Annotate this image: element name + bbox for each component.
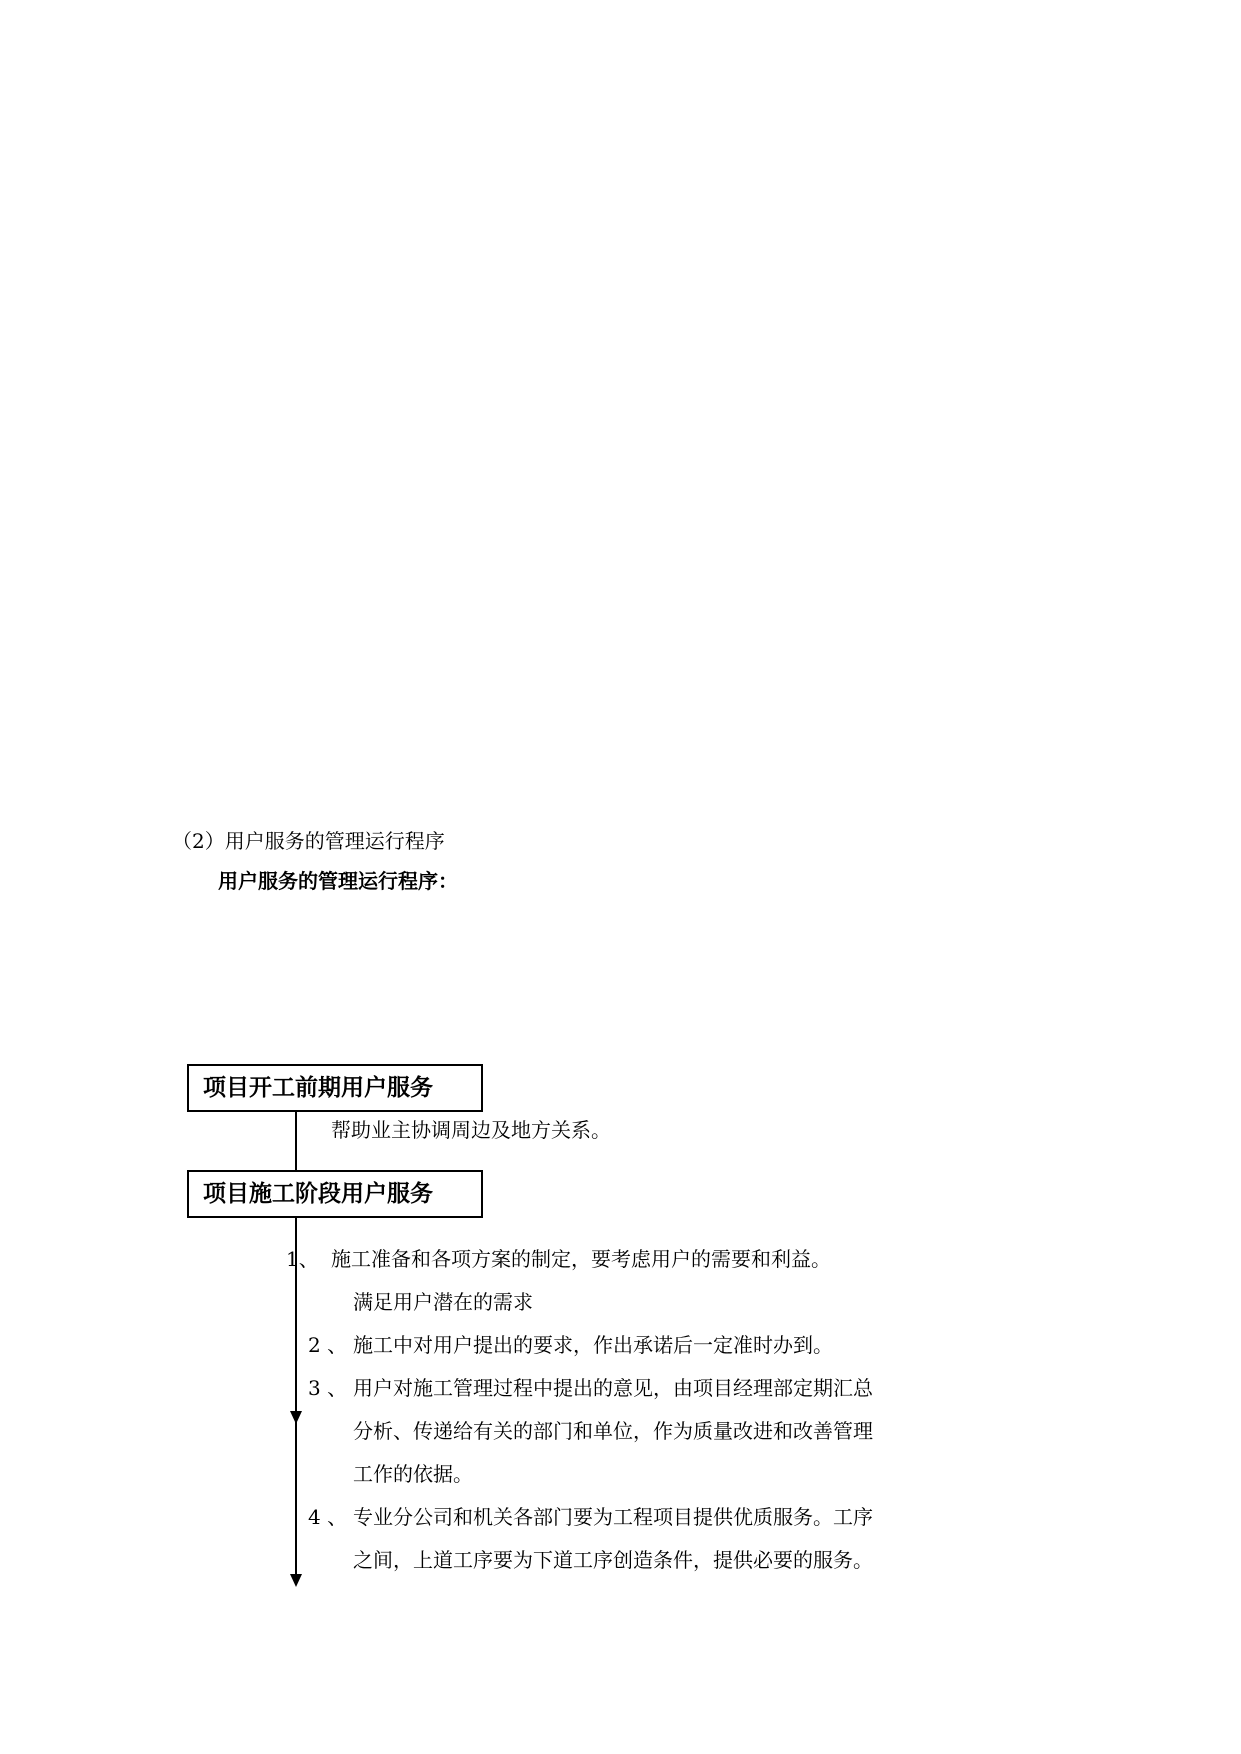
stage-box-construction: 项目施工阶段用户服务 xyxy=(187,1170,483,1218)
arrow-head-end xyxy=(290,1574,302,1587)
list-item-line: 专业分公司和机关各部门要为工程项目提供优质服务。工序 xyxy=(353,1505,873,1529)
list-item-line: 满足用户潜在的需求 xyxy=(353,1290,533,1314)
list-item-line: 工作的依据。 xyxy=(353,1462,473,1486)
list-item-line: 施工中对用户提出的要求，作出承诺后一定准时办到。 xyxy=(353,1333,833,1357)
arrow-head-mid xyxy=(290,1411,302,1424)
list-item-line: 之间，上道工序要为下道工序创造条件，提供必要的服务。 xyxy=(353,1548,873,1572)
flow-title: 用户服务的管理运行程序： xyxy=(218,869,458,893)
list-item-number: 1、 xyxy=(286,1247,319,1271)
list-item-number: 3 、 xyxy=(308,1376,348,1400)
list-item-line: 用户对施工管理过程中提出的意见，由项目经理部定期汇总 xyxy=(353,1376,873,1400)
list-item-number: 4 、 xyxy=(308,1505,348,1529)
list-item-number: 2 、 xyxy=(308,1333,348,1357)
stage-box-pre-construction: 项目开工前期用户服务 xyxy=(187,1064,483,1112)
stage-note: 帮助业主协调周边及地方关系。 xyxy=(331,1118,611,1142)
list-item-line: 施工准备和各项方案的制定，要考虑用户的需要和利益。 xyxy=(331,1247,831,1271)
section-heading: （2）用户服务的管理运行程序 xyxy=(172,829,445,853)
list-item-line: 分析、传递给有关的部门和单位，作为质量改进和改善管理 xyxy=(353,1419,873,1443)
